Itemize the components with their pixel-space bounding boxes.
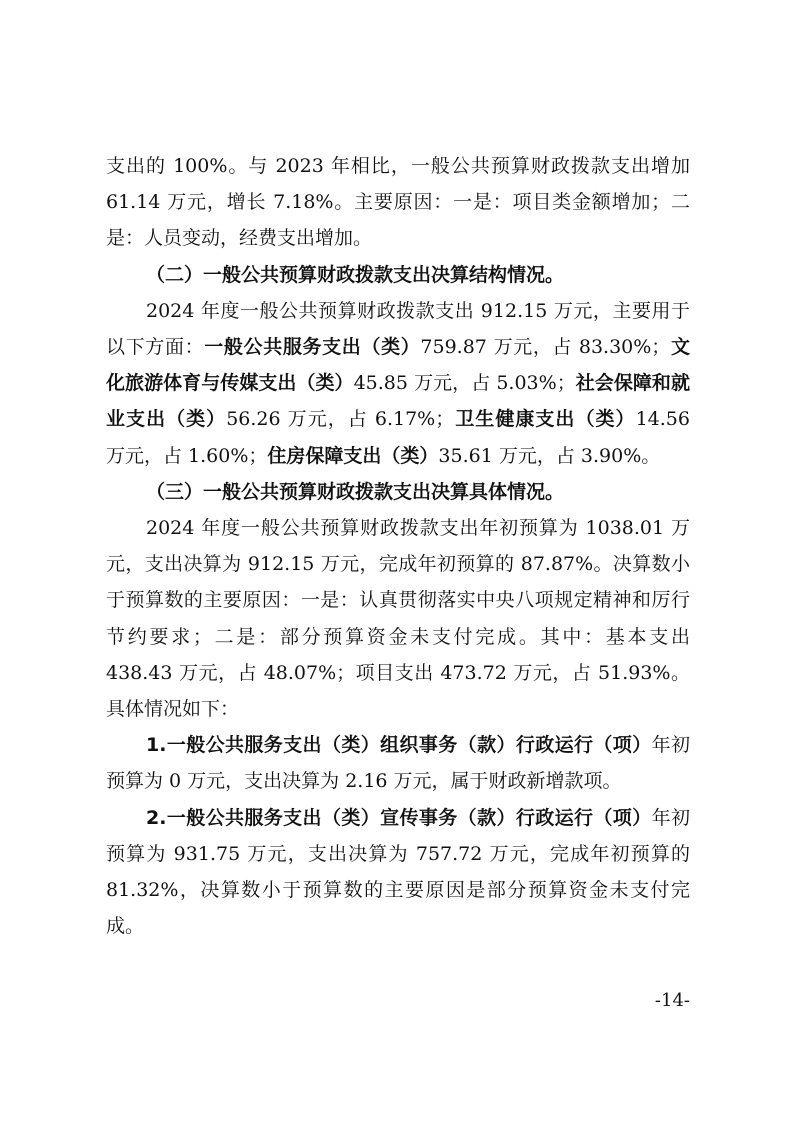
paragraph-summary: 支出的 100%。与 2023 年相比，一般公共预算财政拨款支出增加 61.14 万元，增长 7.18%。主要原因：一是：项目类金额增加；二是：人员变动，经费支出增加。: [106, 155, 690, 250]
category-social-security-value: 56.26 万元，占 6.17%；: [226, 408, 455, 431]
structure-intro: 2024 年度一般公共预算财政拨款支出 912.15 万元，主要用于以下方面：: [106, 299, 690, 359]
detail-item-1-text: 年初预算为 0 万元，支出决算为 2.16 万元，属于财政新增款项。: [106, 734, 690, 793]
paragraph-details: 2024 年度一般公共预算财政拨款支出年初预算为 1038.01 万元，支出决算为 912.15 万元，完成年初预算的 87.87%。决算数小于预算数的主要原因：一是：认真贯彻落实中央八项规定精神和厉行节约要求；二是：部分预算资金未支付完成。其中：基本支出 438.43 万元，占 48.07%；项目支出 473.72 万元，占 51.93%。具体情况如下：: [106, 517, 690, 721]
category-general-public-services-value: 759.87 万元，占 83.30%；: [420, 336, 671, 359]
section-heading-structure: （二）一般公共预算财政拨款支出决算结构情况。: [146, 263, 565, 286]
page-number: -14-: [654, 990, 690, 1011]
category-health-value: 14.56 万元，占 1.60%；: [106, 408, 690, 467]
paragraph-structure: [106, 293, 690, 474]
detail-item-2: [106, 800, 690, 945]
category-health: 卫生健康支出（类）: [454, 408, 636, 431]
category-housing-security: 住房保障支出（类）: [267, 444, 439, 467]
category-culture-tourism-sports-media: 文化旅游体育与传媒支出（类）: [106, 336, 690, 395]
category-culture-value: 45.85 万元，占 5.03%；: [353, 372, 576, 395]
section-heading-details: （三）一般公共预算财政拨款支出决算具体情况。: [146, 480, 565, 503]
page-body: [106, 148, 690, 944]
detail-item-1: [106, 727, 690, 799]
detail-item-2-text: 年初预算为 931.75 万元，支出决算为 757.72 万元，完成年初预算的 81.32%，决算数小于预算数的主要原因是部分预算资金未支付完成。: [106, 806, 690, 938]
detail-item-1-label: 1.一般公共服务支出（类）组织事务（款）行政运行（项）: [146, 734, 652, 757]
detail-item-2-label: 2.一般公共服务支出（类）宣传事务（款）行政运行（项）: [146, 806, 652, 829]
category-housing-value: 35.61 万元，占 3.90%。: [438, 444, 661, 467]
category-social-security-employment: 社会保障和就业支出（类）: [106, 372, 690, 431]
category-general-public-services: 一般公共服务支出（类）: [204, 336, 421, 359]
